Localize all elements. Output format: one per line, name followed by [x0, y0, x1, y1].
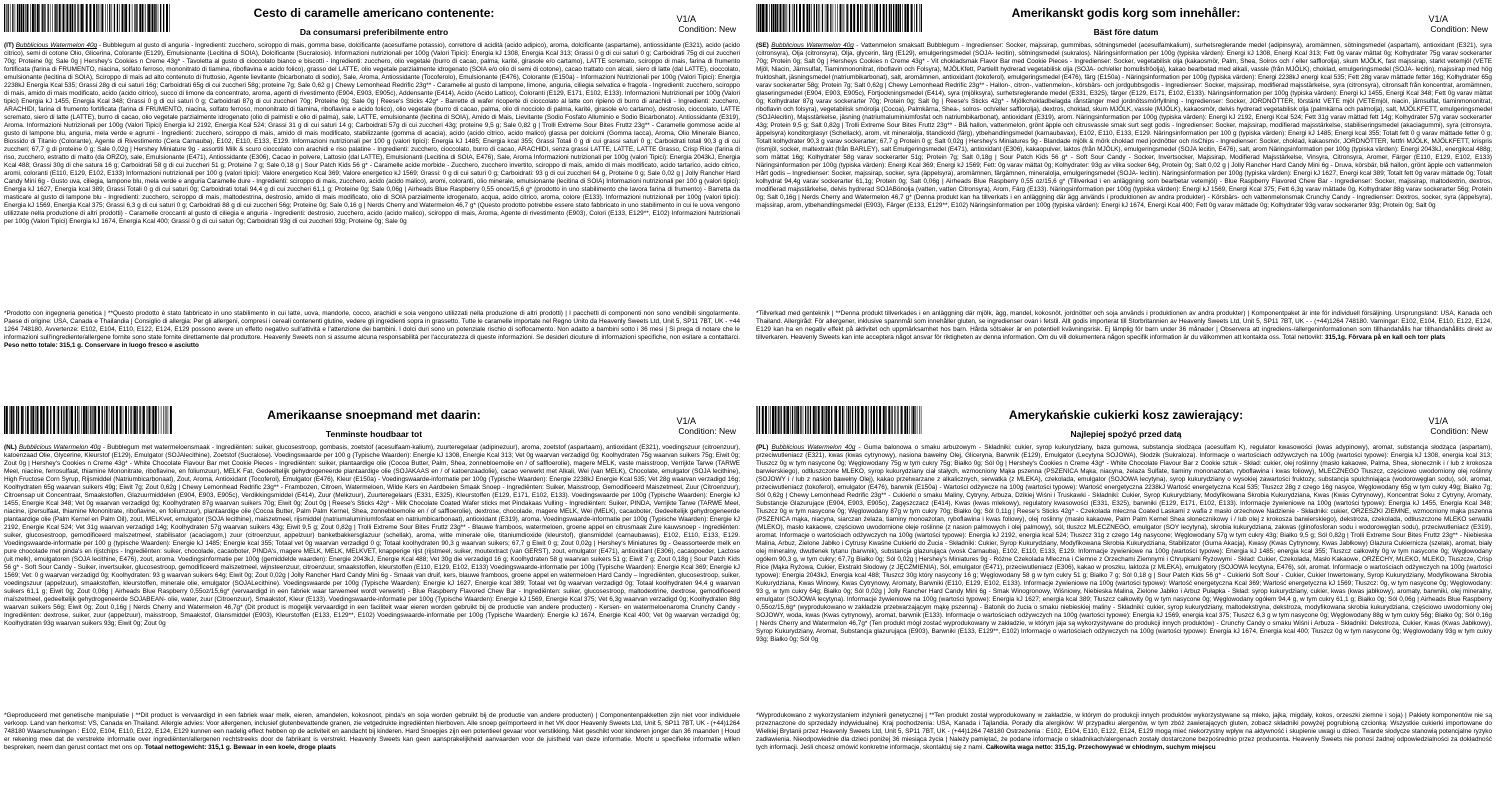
best-before-label: Najlepiej spożyć przed datą — [1070, 429, 1182, 439]
version-code: V1/A — [1428, 14, 1448, 24]
label-body — [756, 42, 1492, 342]
net-weight: 315,1g. Förvara på en kall och torr plats — [1324, 334, 1446, 341]
allergy-notes: *Prodotto con ingegneria genetica | **Questo prodotto è stato fabbricato in uno stabilimento in cui latte, uova, mandorle, cocco, arachidi e soia vengono utilizzati nella produzione di altri prodotti) | I pacchetti di componenti non sono vendibili singolarmente. Paese di origine: USA, Canada e Thailandia | Consiglio di allergia: Per gli allergeni, compresi i cereali contenenti glutine, vedere gli ingredienti sopra in grassetto. Tutte le caramelle importate nel Regno Unito da Heavenly Sweets Ltd, Unit 5, SP11 7BT, UK - +44 1264 748180. Avvertenze: E102, E104, E110, E122, E124, E129 possono avere un effetto negativo sull'attività e l'attenzione dei bambini. I dolci duri sono un potenziale rischio di soffocamento. Non adatto a bambini sotto i 36 mesi | Si prega di notare che le informazioni sull'ingrediente/allergene fornite sono state fornite direttamente dal produttore. Heavenly Sweets non si assume alcuna responsabilità per l'accuratezza di queste informazioni. Se desideri dicuture di informazioni specifiche, non esitare a contattarci. — [4, 310, 740, 341]
label-title: Amerikaanse snoepmand met daarin: — [267, 408, 481, 422]
ingredients-text — [4, 444, 740, 700]
condition-text: Condition: New — [1430, 426, 1488, 436]
label-body — [4, 444, 740, 752]
label-body — [756, 444, 1492, 752]
label-body — [4, 42, 740, 350]
label-panel-pl — [756, 404, 1496, 804]
label-title: Amerykańskie cukierki kosz zawierający: — [1008, 408, 1244, 422]
label-title: Amerikanskt godis korg som innehåller: — [1011, 6, 1241, 20]
ingredients-text — [4, 42, 740, 298]
language-code: (NL) — [4, 444, 17, 451]
allergy-notes: *Wyprodukowano z wykorzystaniem inżynierii genetycznej | **Ten produkt został wyprodukowany w zakładzie, w którym do produkcji innych produktów wykorzystywane są mleko, jajka, migdały, kokos, orzeszki ziemne i soja) | Pakiety komponentów nie są przeznaczone do sprzedaży indywidualnej. Kraj pochodzenia: USA, Kanada i Tajlandia. Porady dla alergików: W przypadku alergenów, w tym zbóż zawierających gluten, zobacz składniki powyżej pogrubioną czcionką. Wszystkie cukierki importowane do Wielkiej Brytanii przez Heavenly Sweets Ltd, Unit 5, SP11 7BT, UK - (+44)1264 748180 Ostrzeżenia : E102, E104, E110, E122, E124, E129 mogą mieć niekorzystny wpływ na aktywność i skupienie uwagi u dzieci. Twarde słodycze stanowią potencjalne ryzyko zadławienia. Nieodpowiednie dla dzieci poniżej 36 miesiąca życia | Należy pamiętać, że podane informacje o składnikach/alergenach zostały dostarczone bezpośrednio przez producenta. Heavenly Sweets nie ponosi żadnej odpowiedzialności za dokładność tych informacji. Jeśli chcesz omówić konkretne informacje, skontaktuj się z nami. — [756, 712, 1492, 751]
condition-text: Condition: New — [678, 24, 736, 34]
label-panel-it — [4, 2, 744, 402]
version-code: V1/A — [676, 416, 696, 426]
allergy-notes: *Geproduceerd met genetische manipulatie | **Dit product is vervaardigd in een fabriek waar melk, eieren, amandelen, kokosnoot, pinda's en soja worden gebruikt bij de productie van andere producten) | Componentenpakketten zijn niet voor individuele verkoop. Land van herkomst: VS, Canada en Thailand. Allergie advies: Voor allergenen, inclusief glutenbevattende granen, zie vetgedrukte ingrediënten hierboven. Alle snoep geïmporteerd in het VK door Heavenly Sweets Ltd, Unit 5, SP11 7BT, UK - (+44)1264 748180 Waarschuwingen : E102, E104, E110, E122, E124, E129 kunnen een nadelig effect hebben op de activiteit en aandacht bij kinderen. Hard Snoepjes zijn een potentieel gevaar voor verstikking. Niet geschikt voor kinderen jonger dan 36 maanden | Houd er rekening mee dat de verstrekte informatie over ingrediënten/allergenen rechtstreeks door de fabrikant is verstrekt. Heavenly Sweets kan geen aansprakelijkheid aanvaarden voor de juistheid van deze informatie. Mocht u specifieke informatie willen bespreken, neem dan gerust contact met ons op. — [4, 712, 740, 751]
label-panel-se — [756, 2, 1496, 402]
notes-text — [756, 712, 1492, 752]
ingredients-list: - Guma balonowa o smaku arbuzowym - Składniki: cukier, syrop kukurydziany, baza gumowa, substancja słodząca (acesulfam K), regulator kwasowości (kwas adypinowy), aromat, substancja słodząca (aspartam), przeciwutleniacz (E321), kwas (kwas cytrynowy), nasiona bawełny Olej, Gliceryna, Barwnik (E129), Emulgator (Lecytyna SOJOWA), Słodzik (Sukraloza). Informacje o wartościach odżywczych na 100g (wartości typowe): Energia kJ 1308, energia kcal 313; Tłuszcz 0g w tym nasycone 0g; Węglowodany 75g w tym cukry 75g; Białko 0g; Sól 0g | Hershey's Cookies n Creme 43g* - White Chocolate Flavour Bar z Cookie sztuk - Skład: cukier, olej roślinny (masło kakaowe, Palma, Shea, słonecznik i / lub z krokosza barwierskiego), odtłuszczone MLEKO, syrop kukurydziany ciał stałych, wzmocniony Mąka pszenna (PSZENICA Mąka, niacyna, żelaza Sulfate, tiaminy mononazotan, ryboflawina i kwas foliowy), MLECZNEGO Tłuszcz, częściowo uwodorniony olej roślinny (SOJOWY i / lub z nasion bawełny Olej), kakao przetwarzane z alkalicznych, serwatka (z MLEKA), czekolada, emulgator (SOJOWA lecytyna), syrop kukurydziany o wysokiej zawartości fruktozy, substancja spulchniająca (wodorowęglan sodu), sól, aromat, przeciwutleniacz (tokoferol), emulgator (E476), barwnik (E150a) - Wartości odżywcze na 100g (wartości typowe): Wartość energetyczna 2238kJ Wartość energetyczna Kcal 535; Tłuszcz 28g z czego 16g nasyce, Węglowodany 65g w tym cukry 49g; Białko 7g; Sól 0,62g | Chewy Lemonhead Redrific 23g** - Cukierki o smaku Maliny, Cytryny, Arbuza, Dzikiej Wiśni i Truskawki - Składniki: Cukier, Syrop Kukurydziany, Modyfikowana Skrobia Kukurydziana, Kwas (Kwas Cytrynowy), Koncentrat Soku z Cytryny, Aromaty, Substancje Glazurujące (E904, E903, E905c), Zagęszczacz (E414), Kwas (kwas mlekowy), regulatory kwasowości (E331, E325), barwniki (E129, E171, E102, E133). Informacje żywieniowe na 100g (wartości typowe): Energia kJ 1455, Energia Kcal 348; Tłuszcz 0g w tym nasycone 0g; Węglowodany 87g w tym cukry 70g; Białko 0g; Sól 0,11g | Reese's Sticks 42g* - Czekolada mleczna Coated Laskami z wafla z masło orzechowe Nadzienie - Składniki: cukier, ORZESZKI ZIEMNE, wzmocniony mąka pszenna (PSZENICA mąka, niacyna, siarczan żelaza, tiaminy monoazotan, ryboflawina i kwas foliowy), olej roślinny (masło kakaowe, Palm Palm Kernel Shea słonecznikowy i / lub olej z krokosza barwierskiego), dekstroza, czekolada, odtłuszczone MLEKO serwatki (MLEKO), masło kakaowe, częściowo uwodornione oleje roślinne (z nasion palmowych i olej palmowy), sól, tłuszcz MLECZNEGO, emulgator (SOY lecytyna), skrobia kukurydziana, zakwas (glinofosforan sodu i wodorowęglan sodu), przeciwutleniacz (E319), aromat. Informacje o wartościach odżywczych na 100g (wartości typowe): Energia kJ 2192, energia kcal 524; Tłuszcz 31g z czego 14g nasycone; Węglowodany 57g w tym cukry 43g; Białko 9,5 g; Sól 0,82g | Trolli Extreme Sour Bites Fruttz 23g** - Niebieska Malina, Arbuz, Zielone Jabłko i Cytrusy Kwaśne Cukierki do Żucia - Składniki: Cukier, Syrop Kukurydziany, Modyfikowana Skrobia Kukurydziana, Stabilizator (Guma Akacja), Kwasy (Kwas Cytrynowy, Kwas Jabłkowy) Glazura Cukiernicza (szelak), aromat, biały olej mineralny, dwutlenek tytanu (barwnik), substancja glazurująca (wosk Carnauba), E102, E110, E133, E129. Informacje żywieniowe na 100g (wartości typowe): Energia kJ 1485; energia kcal 355; Tłuszcz całkowity 0g w tym nasycone 0g; Węglowodany ogółem 90,3 g, w tym cukry; 67,7g Białko 0g; Sól 0,02g | Hershey's Miniatures 9g - Różne Czekolada Mleczna i Ciemne z Orzechami Ziemnymi i Chrupkami Ryżowymi - Skład: Cukier, Czekolada, Masło Kakaowe, ORZECHY, MLEKO, MLEKO, Tłuszcze, Crisp Rice (Mąka Ryżowa, Cukier, Ekstrakt Słodowy (z JĘCZMIENIA), Sól, emulgator (E471), przeciwutleniacz (E306), kakao w proszku, laktoza (z MLEKA), emulgatory (SOJOWA lecytyna, E476), sól, aromat. Informacje o wartościach odżywczych na 100g (wartości typowe): Energia 2043kJ, Energia kcal 488; Tłuszcz 30g który nasycony 16 g; Węglowodany 58 g w tym cukry 51 g; Białko 7 g; Sól 0,18 g | Sour Patch Kids 56 g* - Cukierki Soft Sour - Cukier, Cukier Inwertowany, Syrop Kukurydziany, Modyfikowana Skrobia Kukurydziana, Kwas Winowy, Kwas Cytrynowy, Aromaty, Barwniki (E110, E129, E102, E133). Informacje żywieniowe na 100g (wartości typowe): Wartość energetyczna Kcal 369; Wartość energetyczna kJ 1569; Tłuszcz: 0g, w tym nasycone 0g; Węglowodany: 93 g, w tym cukry 64g; Białko 0g; Sól 0,02g | Jolly Rancher Hard Candy Mini 6g - Smak Winogronowy, Wiśniowy, Niebieska Malina, Zielone Jabłko i Arbuz Pułapka - Skład: syrop kukurydziany, cukier, kwas (kwas jabłkowy), aromaty, barwniki, olej mineralny, emulgator (SOJOWA lecytyna). Informacje żywieniowe na 100g (wartości typowe): Energia kJ 1627; energia kcal 389; Tłuszcz całkowity 0g w tym nasycone 0g; Węglowodany ogółem 94,4 g, w tym cukry 61,1 g; Białko 0g; Sól 0,06g | Airheads Blue Raspberry 0,55oz/15,6g* (wyprodukowano w zakładzie przetwarzającym mąkę pszenną) - Batonik do żucia o smaku niebieskiej maliny - Składniki: cukier, syrop kukurydziany, maltodekstryna, dekstroza, modyfikowana skrobia kukurydziana, częściowo uwodorniony olej SOJOWY, woda, kwas (Kwas cytrynowy), aromat, barwnik (E133). Informacje o wartościach odżywczych na 100g (wartości typowe): Energia kJ 1569, energia kcal 375; Tłuszcz 6,3 g w tym nasycone 0g; Węglowodany 88g w tym cukry 56g; Białko 0g; Sól 0,16g | Nerds Cherry and Watermelon 46,7g* (Ten produkt mógł zostać wyprodukowany w zakładzie, w którym jaja są wykorzystywane do produkcji innych produktów) - Crunchy Candy o smaku Wiśni i Arbuza - Składniki: Dekstroza, Cukier, Kwas (Kwas Jabłkowy), Syrop Kukurydziany, Aromat, Substancja glazurująca (E903), Barwniki (E133, E129**, E102) Informacje o wartościach odżywczych na 100g (wartości typowe): Energia kJ 1674, Energia kcal 400; Tłuszcz 0g w tym nasycone 0g; Węglowodany 93g w tym cukry 93g; Białko 0g; Sól 0g — [756, 444, 1492, 643]
best-before-label: Tenminste houdbaar tot — [325, 429, 423, 439]
condition-text: Condition: New — [1430, 24, 1488, 34]
language-code: (PL) — [756, 444, 769, 451]
first-product-name: Bubblicious Watermelon 40g — [771, 42, 854, 49]
ingredients-text — [756, 42, 1492, 298]
allergy-notes: *Tillverkad med genteknik | **Denna produkt tillverkades i en anläggning där mjölk, ägg, mandel, kokosnöt, jordnötter och soja används i produktionen av andra produkter) | Komponentpaket är inte för individuell försäljning. Ursprungsland: USA, Kanada och Thailand. Allergiråd: För allergener, inklusive spannmål som innehåller gluten, se ingredienser ovan i fetstil. Allt godis importerat till Storbritannien av Heavenly Sweets Ltd, Unit 5, SP11 7BT, UK - - (+44)1264 748180. Varningar: E102, E104, E110, E122, E124, E129 kan ha en negativ effekt på aktivitet och uppmärksamhet hos barn. Hårda sötsaker är en potentiell kvävningsrisk. Ej lämplig för barn under 36 månader | Observera att ingrediens-/allergeninformationen som tillhandahålls har tillhandahållits direkt av tillverkaren. Heavenly Sweets kan inte acceptera något ansvar för riktigheten av denna information. Om du vill dokumentera någon specifik information är du välkommen att kontakta oss. Total nettovikt: — [756, 310, 1492, 341]
net-weight: Peso netto totale: 315,1 g. Conservare in luogo fresco e asciutto — [4, 342, 199, 349]
first-product-name: Bubblicious Watermelon 40g — [15, 42, 98, 49]
best-before-label: Bäst före datum — [1093, 27, 1159, 37]
ingredients-list: - Vattenmelon smaksatt Bubblegum - Ingredienser: Socker, majssirap, gummibas, sötningsmedel (acesulfamkalium), surhetsreglerande medel (adipinsyra), aromämnen, sötningsmedel (aspartam), antioxidant (E321), syra (citronsyra), Olja (citronsyra), Olja, glycerin, färg (E129), emulgeringsmedel (SOJA- lecitin), sötningsmedel (sukralos). Näringsinformation per 100g (typiska värden): Energi kJ 1308, Energi Kcal 313; Fett 0g varav mättat 0g; Kolhydrater 75g varav sockerarter 70g; Protein 0g; Salt 0g | Hersheys Cookies n Creme 43g* - Vit chokladsmak Flavor Bar med Cookie Pieces - Ingredienser: Socker, vegetabilisk olja (kakaosmör, Palm, Shea, Solros och / eller safflorolja), skum MJÖLK, fast majssirap, starkt vetemjöl (VETE Mjöl, Niacin, Järnsulfat, Tiaminmononitrat, riboflavin och Folsyra), MJÖLKfett, Partiellt hydrerad vegetabilisk olja (SOJA- och/eller bomullsfröolja), kakao bearbetad med alkali, vassle (från MJÖLK), choklad, emulgeringsmedel (SOJA- lecitin), majssirap med hög fruktoshalt, jäsningsmedel (natriumbikarbonat), salt, aromämnen, antioxidant (tokoferol), emulgeringsmedel (E476), färg (E150a) - Näringsinformation per 100g (typiska värden): Energi 2238kJ energi kcal 535; Fett 28g varav mättade fetter 16g; Kolhydrater 65g varav sockerarter 58g; Protein 7g; Salt 0,62g | Chewy Lemonhead Redrific 23g** - Hallon-, citron-, vattenmelon-, körsbärs- och jordgubbsgodis - Ingredienser: Socker, majssirap, modifierad majsstärkelse, syra (citronsyra), citronsaft från koncentrat, aromämnen, glaseringsmedel (E904, E903, E905c), Förtjockningsmedel (E414), syra (mjölksyra), surhetsreglerande medel (E331, E325), färger (E129, E171, E102, E133). Näringsinformation per 100g (typiska värden): Energi kJ 1455, Energi Kcal 348; Fett 0g varav mättat 0g; Kolhydrater 87g varav sockerarter 70g; Protein 0g; Salt 0g | Reese's Sticks 42g* - Mjölkchokladbelagda rånstänger med jordnötssmörfyllning - Ingredienser: Socker, JORDNÖTTER, förstärkt VETE mjöl (VETEmjöl, niacin, järnsulfat, tiaminmononitrat, riboflavin och folsyra), vegetabilisk smörolja (Cocoa), Palmkärna, Shea-, solros- och/eller safflorolja), dextros, choklad, skum MJÖLK, vassle (MJÖLK), kakaosmör, delvis hydrerad vegetabilisk olja (palmkärna och palmolja), salt, MJÖLKFETT, emulgeringsmedel (SOJAlecitin), Majsstärkelse, jäsning (natriumaluminiumfosfat och natriumbikarbonat), antioxidant (E319), arom. Näringsinformation per 100g (typiska värden): Energi kJ 2192, Energi Kcal 524; Fett 31g varav mättad fett 14g; Kolhydrater 57g varav sockerarter 43g; Protein 9,5 g; Salt 0,82g | Trolli Extreme Sour Bites Fruttz 23g** - Blå hallon, vattenmelon, grönt äpple och citrusvassle smak surt segt godis - Ingredienser: Socker, majssirap, modifierad majsstärkelse, stabiliseringsmedel (akaciagummi), syra (citronsyra, äppelsyra) konditorglasyr (Schellack), arom, vit mineralolja, titandioxid (färg), ytbehandlingsmedel (karnaubavax), E102, E110, E133, E129. Näringsinformation per 100 g (typiska värden): Energi kJ 1485; Energi kcal 355; Totalt fett 0 g varav mättade fetter 0 g; Totalt kolhydrater 90,3 g varav sockerarter; 67,7 g Protein 0 g; Salt 0,02g | Hershey's Miniatures 9g - Blandade mjölk & mörk choklad med jordnötter och risChips - Ingredienser: Socker, choklad, kakaosmör, JORDNÖTTER, fettfri MJÖLK, MJÖLKFETT, krispris (rismjöl, socker, maltextrakt (från BARLEY), salt Emulgeringsmedel (E471), antioxidant (E306), kakaopulver, laktos (från MJÖLK), emulgeringsmedel (SOJA lecitin, E476), salt, arom Näringsinformation per 100g (typiska värden): Energi 2043kJ, energikcal 488g; som mättat 16g; Kolhydrater 58g varav sockerarter 51g; Protein 7g; Salt 0,18g | Sour Patch Kids 56 g* - Soft Sour Candy - Socker, Invertsocker, Majssirap, Modifierad Majsstärkelse, Vinsyra, Citronsyra, Aromer, Färger (E110, E129, E102, E133) Näringsinformation per 100g (typiska värden): Energi Kcal 369; Energi kJ 1569; Fett: 0g varav mättat 0g; Kolhydrater: 93g av vilka socker 64g, Protein 0g; Salt 0,02 g | Jolly Rancher Hard Candy Mini 6g - Druva, körsbär, blå hallon, grönt äpple och vattenmelon Hårt godis – Ingredienser: Socker, majssirap, socker, syra (äppelsyra), aromämnen, färgämnen, mineralolja, emulgeringsmedel (SOJA- lecitin). Näringsinformation per 100g (typiska värden): Energi kJ 1627, Energi kcal 389; Totalt fett 0g varav mättade 0g; Totalt kolhydrat 94,4g varav sockerarter 61,1g; Protein 0g; Salt 0,06g | Airheads Blue Raspberry 0,55 oz/15,6 g* (Tillverkad i en anläggning som bearbetar vetemjöl) - Blue Raspberry Flavored Chew Bar - Ingredienser: Socker, majssirap, maltodextrin, dextros, modifierad majsstärkelse, delvis hydrerad SOJABönolja (vatten, vatten Citronsyra), Arom, Färg (E133). Näringsinformation per 100g (typiska värden): Energi kJ 1569, Energi Kcal 375; Fett 6,3g varav mättade 0g, Kolhydrater 88g varav sockerarter 56g; Protein 0g; Salt 0,16g | Nerds Cherry and Watermelon 46,7 g* (Denna produkt kan ha tillverkats i en anläggning där ägg används i produktionen av andra produkter) - Körsbärs- och vattenmelonsmak Crunchy Candy - Ingredienser: Dextros, socker, syra (äppelsyra), majssirap, arom, ytbehandlingsmedel (E903), Färger (E133, E129**, E102) Näringsinformation per 100g (typiska värden): Energi kJ 1674, Energi Kcal 400; Fett 0g varav mättade 0g; Kolhydrater 93g varav sockerarter 93g; Protein 0g; Salt 0g — [756, 42, 1492, 209]
condition-text: Condition: New — [678, 426, 736, 436]
net-weight: Całkowita waga netto: 315,1g. Przechowywać w chłodnym, suchym miejscu — [985, 744, 1216, 751]
version-code: V1/A — [1428, 416, 1448, 426]
ingredients-list: - Bubblegum met watermeloensmaak - Ingrediënten: suiker, glucosestroop, gombasis, zoetstof (acesulfaam-kalium), zuurteregelaar (adipinezuur), aroma, zoetstof (aspartaam), antioxidant (E321), voedingszuur (citroenzuur), katoenzaad Olie, Glycerine, Kleurstof (E129), Emulgator (SOJAlecithine), Zoetstof (Sucralose). Voedingswaarde per 100 g (Typische Waarden): Energie kJ 1308, Energie Kcal 313; Vet 0g waarvan verzadigd 0g; Koolhydraten 75g waarvan suikers 75g; Eiwit 0g; Zout 0g | Hershey's Cookies n Creme 43g* - White Chocolate Flavour Bar met Cookie Pieces - Ingrediënten: suiker, plantaardige olie (Cocoa Butter, Palm, Shea, zonnebloemolie en / of saffloerolie), magere MELK, vaste maisstroop, Verrijkte Tarwe (TARWE Meel, niacine, ferrosulfaat, thiamine Mononitrate, riboflavine, en foliumzuur), MELK Fat, Gedeeltelijk gehydrogeneerde plantaardige olie (SOJAKAAS en / of katoenzaadolie), cacao verwerkt met Alkali, Wei (van MELK), Chocolate, emulgator (SOJA lecithine), High Fructose Corn Syrup, Rijsmiddel (Natriumbicarbonaat), Zout, Aroma, Antioxidant (Tocoferol), Emulgator (E476), Kleur (E150a) - Voedingswaarde-informatie per 100g (Typische Waarden): Energie 2238kJ Energie Kcal 535; Vet 28g waarvan verzadigd 16g; Koolhydraten 65g waarvan suikers 49g; Eiwit 7g; Zout 0,62g | Chewy Lemonhead Redrific 23g** - Frambozen, Citroen, Watermeloen, Wilde Kers en Aardbeien Smaak Snoep - Ingrediënten: Suiker, Maisstroop, Gemodificeerd Maiszetmeel, Zuur (Citroenzuur), Citroensap uit Concentraat, Smaakstoffen, Glazuurmiddelen (E904, E903, E905c), Verdikkingsmiddel (E414), Zuur (Melkzuur), Zuurteregelaars (E331, E325), Kleurstoffen (E129, E171, E102, E133). Voedingswaarde per 100g (Typische Waarden): Energie kJ 1455, Energie Kcal 348; Vet 0g waarvan verzadigd 0g; Koolhydraten 87g waarvan suikers 70g; Eiwit 0g; Zout 0g | Reese's Sticks 42g* - Milk Chocolate Coated Wafer sticks met Pindakaas Vulling - Ingrediënten: Suiker, PINDA, Verrijkte Tarwe (TARWE Meel, niacine, ijzersulfaat, thiamine Mononitrate, riboflavine, en foliumzuur), plantaardige olie (Cocoa Butter, Palm Palm Kernel, Shea, zonnebloemolie en / of saffloerolie), dextrose, chocolade, magere MELK, Wei (MELK), cacaoboter, Gedeeltelijk gehydrogeneerde plantaardige olie (Palm Kernel en Palm Oil), zout, MELKvet, emulgator (SOJA lecithine), maiszetmeel, rijsmiddel (natriumaluminiumfosfaat en natriumbicarbonaat), antioxidant (E319), aroma. Voedingswaarde-informatie per 100g (Typische Waarden): Energie kJ 2192, Energie Kcal 524; Vet 31g waarvan verzadigd 14g; Koolhydraten 57g waarvan suikers 43g; Eiwit 9,5 g; Zout 0,82g | Trolli Extreme Sour Bites Fruttz 23g** - Blauwe framboos, watermeloen, groene appel en citrusmaak Zure kauwsnoep - Ingrediënten: suiker, glucosestroop, gemodificeerd maïszetmeel, stabilisator (acaciagom,) zuur (citroenzuur, appelzuur) banketbakkersglazuur (schellak), aroma, witte minerale olie, titaniumdioxide (kleurstof), glansmiddel (carnaubawas), E102, E110, E133, E129. Voedingswaarde-informatie per 100 g (typische Waarden): Energie kJ 1485; Energie kcal 355; Totaal vet 0g waarvan verzadigd 0 g; Totaal koolhydraten 90,3 g waarvan suikers; 67,7 g Eiwit 0 g; Zout 0,02g | Hershey's Miniatures 9g - Geassorteerde melk en pure chocolade met pinda's en rijstchips - Ingrediënten: suiker, chocolade, cacaoboter, PINDA's, magere MELK, MELK, MELKVET, knapperige rijst (rijstmeel, suiker, moutextract (van GERST), zout, emulgator (E471), antioxidant (E306), cacaopoeder, Lactose (uit melk), emulgatoren (SOJA lecithine, E476), zout, aroma. Voedingsinformatie per 100g (gemiddelde waarden): Energie 2043kJ, Energie Kcal 488; Vet 30g die verzadigd 16 g; Koolhydraten 58 g waarvan suikers 51 g; Eiwit 7 g; Zout 0,18g | Sour Patch Kids 56 g* - Soft Sour Candy - Suiker, invertsuiker, glucosestroop, gemodificeerd maïszetmeel, wijnsteenzuur, citroenzuur, smaakstoffen, kleurstoffen (E110, E129, E102, E133) Voedingswaarde-informatie per 100g (Typische Waarden): Energie Kcal 369; Energie kJ 1569; Vet: 0 g waarvan verzadigd 0g; Koolhydraten: 93 g waarvan suikers 64g; Eiwit 0g; Zout 0,02g | Jolly Rancher Hard Candy Mini 6g - Smaak van druif, kers, blauwe framboos, groene appel en watermeloen Hard Candy – Ingrediënten, glucosestroop, suiker, voedingszuur (appelzuur), smaakstoffen, kleurstoffen, minerale olie, emulgator (SOJALecithine). Voedingswaarde per 100g (Typische Waarden): Energie kJ 1627, Energie kcal 389; Totaal vet 0g waarvan verzadigd 0g; Totaal koolhydraten 94,4 g waarvan suikers 61,1 g; Eiwit 0g; Zout 0,06g | Airheads Blue Raspberry 0,55oz/15,6g* (vervaardigd in een fabriek waar tarwemeel wordt verwerkt) - Blue Raspberry Flavored Chew Bar - Ingrediënten: suiker, glucosestroop, maltodextrine, dextrose, gemodificeerd maïszetmeel, gedeeltelijk gehydrogeneerde SOJABEAN- olie, water, zuur (Citroenzuur), Smaakstof, Kleur (E133). Voedingswaarde-informatie per 100g (Typische Waarden): Energie kJ 1569, Energie Kcal 375; Vet 6,3g waarvan verzadigd 0g; Koolhydraten 88g waarvan suikers 56g; Eiwit 0g; Zout 0,16g | Nerds Cherry and Watermelon 46,7g* (Dit product is mogelijk vervaardigd in een faciliteit waar eieren worden gebruikt bij de productie van andere producten) - Kersen- en watermeloenaroma Crunchy Candy - Ingrediënten: dextrose, suiker, zuur (appelzuur), maisstroop, Smaakstof, Glansmiddel (E903), Kleurstoffen (E133, E129**, E102) Voedingswaarde-informatie per 100g (Typische Waarden): Energie kJ 1674, Energie Kcal 400; Vet 0g waarvan verzadigd 0g; Koolhydraten 93g waarvan suikers 93g; Eiwit 0g; Zout 0g — [4, 444, 740, 627]
notes-text — [756, 310, 1492, 342]
language-code: (IT) — [4, 42, 14, 49]
ingredients-list: - Bubblegum al gusto di anguria - Ingredienti: zucchero, sciroppo di mais, gomma base, dolcificante (acesulfame potassio), correttore di acidità (acido adipico), aroma, dolcificante (aspartame), antiossidante (E321), acido (acido citrico), semi di cotone Olio, Glicerina, Colorante (E129), Emulsionante (Lecitina di SOIA), Dolcificante (Sucralosio). Informazioni nutrizionali per 100g (Valori Tipici): Energia kJ 1308, Energia Kcal 313; Grassi 0 g di cui saturi 0 g; Carboidrati 75g di cui zuccheri 70g; Proteine 0g; Sale 0g | Hershey's Cookies n Creme 43g* - Tavoletta al gusto di cioccolato bianco e biscotti - Ingredienti: zucchero, olio vegetale (burro di cacao, palma, karité, girasole e/o cartamo), LATTE scremato, sciroppo di mais, farina di frumento fortificata (farina di FRUMENTO, niacina, solfato ferroso, mononitrato di tiamina, riboflavina e acido folico), grasso del LATTE, olio vegetale parzialmente idrogenato (SOIA e/o olio di semi di cotone), cacao trattato con alcali, siero di latte (dal LATTE), cioccolato, emulsionante (lecitina di SOIA), Sciroppo di mais ad alto contenuto di fruttosio, Agente lievitante (bicarbonato di sodio), Sale, Aroma, Antiossidante (Tocoferolo), Emulsionante (E476), Colorante (E150a) - Informazioni Nutrizionali per 100g (Valori Tipici): Energia 2238kJ Energia Kcal 535; Grassi 28g di cui saturi 16g; Carboidrati 65g di cui zuccheri 58g; proteine 7g; Sale 0,62 g | Chewy Lemonhead Redrific 23g** - Caramelle al gusto di lampone, limone, anguria, ciliegia selvatica e fragola - Ingredienti: zucchero, sciroppo di mais, amido di mais modificato, acido (acido citrico), succo di limone da concentrato, aroma, agenti di rivestimento (E904, E903, E905c), Addensante (E414), Acido (Acido Lattico), Coloranti (E129, E171, E102, E133). Informazioni Nutrizionali per 100g (Valori tipici) Energia kJ 1455, Energia Kcal 348; Grassi 0 g di cui saturi 0 g; Carboidrati 87g di cui zuccheri 70g; Proteine 0g; Sale 0g | Reese's Sticks 42g* - Barrette di wafer ricoperte di cioccolato al latte con ripieno di burro di arachidi - Ingredienti: zucchero, ARACHIDI, farina di frumento fortificata (farina di FRUMENTO, niacina, solfato ferroso, mononitrato di tiamina, riboflavina e acido folico), olio vegetale (burro di cacao, palma, olio di nocciolo di palma, karité, girasole e/o cartamo), destrosio, cioccolato, LATTE scremato, siero di latte (LATTE), burro di cacao, olio vegetale parzialmente idrogenato (olio di palmisti e olio di palma), sale, LATTE, emulsionante (lecitina di SOIA), Amido di Mais, Lievitante (Sodio Fosfato Alluminio e Sodio Bicarbonato). Antiossidante (E319), Aroma. Informazioni Nutrizionali per 100g (Valori Tipici) Energia kJ 2192, Energia Kcal 524; Grassi 31 g di cui saturi 14 g; Carboidrati 57g di cui zuccheri 43g; proteine 9,5 g; Sale 0,82 g | Trolli Extreme Sour Bites Fruttz 23g** - Caramelle gommose acide al gusto di lampone blu, anguria, mela verde e agrumi - Ingredienti: zucchero, sciroppo di mais, amido di mais modificato, stabilizzante (gomma di acacia), acido (acido citrico, acido malico) glassa per dolciumi (Gomma lacca), Aroma, Olio Minerale Bianco, Biossido di Titanio (Colorante), Agente di Rivestimento (Cera Carnauba), E102, E110, E133, E129. Informazioni nutrizionali per 100 g (valori tipici): Energia kJ 1485; Energia kcal 355; Grassi Totali 0 g di cui grassi saturi 0 g; Carboidrati totali 90,3 g di cui zuccheri; 67,7 g di proteine 0 g; Sale 0,02g | Hershey Miniature 9g - assortiti Milk & scuro cioccolato con arachidi e riso palatine - Ingredienti: zucchero, cioccolato, burro di cacao, ARACHIDI, senza grassi LATTE, LATTE, LATTE Grasso, Crisp Rice (farina di riso, zucchero, estratto di malto (da ORZO), sale, Emulsionante (E471), Antiossidante (E306), Cacao in polvere, Lattosio (dal LATTE), Emulsionanti (Lecitina di SOIA, E476), Sale, Aroma Informazioni nutrizionali per 100g (valori Tipici): Energia 2043kJ, Energia Kcal 488; Grassi 30g di che satura 16 g; Carboidrati 58 g di cui zuccheri 51 g; Proteine 7 g; Sale 0,18 g | Sour Patch Kids 56 g* - Caramelle acide morbide - Zucchero, zucchero invertito, sciroppo di mais, amido di mais modificato, acido tartarico, acido citrico, aromi, coloranti (E110, E129, E102, E133) Informazioni nutrizionali per 100 g (valori tipici): Valore energetico Kcal 369; Valore energetico kJ 1569; Grassi: 0 g di cui saturi 0 g; Carboidrati: 93 g di cui zuccheri 64 g, Proteine 0 g; Sale 0,02 g | Jolly Rancher Hard Candy Mini 6g - Gusto uva, ciliegia, lampone blu, mela verde e anguria Caramelle dure - Ingredienti: sciroppo di mais, zucchero, acido (acido malico), aromi, coloranti, olio minerale, emulsionante (lecitina di SOIA) Informazioni nutrizionali per 100 g (valori tipici): Energia kJ 1627, Energia kcal 389; Grassi Totali 0 g di cui saturi 0g; Carboidrati totali 94,4 g di cui zuccheri 61,1 g; Proteine 0g; Sale 0,06g | Airheads Blue Raspberry 0,55 once/15,6 g* (prodotto in uno stabilimento che lavora farina di frumento) - Barretta da masticare al gusto di lampone blu - Ingredienti: zucchero, sciroppo di mais, maltodestrina, destrosio, amido di mais modificato, olio di SOIA parzialmente idrogenato, acqua, acido citrico, aroma, colore (E133). Informazioni nutrizionali per 100g (valori tipici): Energia kJ 1569, Energia Kcal 375; Grassi 6,3 g di cui saturi 0 g; Carboidrati 88 g di cui zuccheri 56g; Proteine 0g; Sale 0,16 g | Nerds Cherry and Watermelon 46,7 g* (Questo prodotto potrebbe essere stato fabbricato in uno stabilimento in cui le uova vengono utilizzate nella produzione di altri prodotti) - Caramelle croccanti al gusto di ciliegia e anguria - Ingredienti: destrosio, zucchero, acido (acido malico), sciroppo di mais, Aroma, Agente di rivestimento (E903), Colori (E133, E129**, E102) Informazioni Nutrizionali per 100g (Valori Tipici) Energia kJ 1674, Energia Kcal 400; Grassi 0 g di cui saturi 0g; Carboidrati 93g di cui zuccheri 93g; Proteine 0g; Sale 0g — [4, 42, 740, 225]
label-title: Cesto di caramelle americano contenente: — [253, 6, 495, 20]
version-code: V1/A — [676, 14, 696, 24]
first-product-name: Bubblicious Watermelon 40g — [771, 444, 856, 451]
notes-text — [4, 310, 740, 350]
best-before-label: Da consumarsi preferibilmente entro — [299, 27, 449, 37]
label-panel-nl — [4, 404, 744, 804]
first-product-name: Bubblicious Watermelon 40g — [18, 444, 101, 451]
ingredients-text — [756, 444, 1492, 700]
notes-text — [4, 712, 740, 752]
language-code: (SE) — [756, 42, 769, 49]
net-weight: Totaal nettogewicht: 315,1 g. Bewaar in een koele, droge plaats — [144, 744, 336, 751]
